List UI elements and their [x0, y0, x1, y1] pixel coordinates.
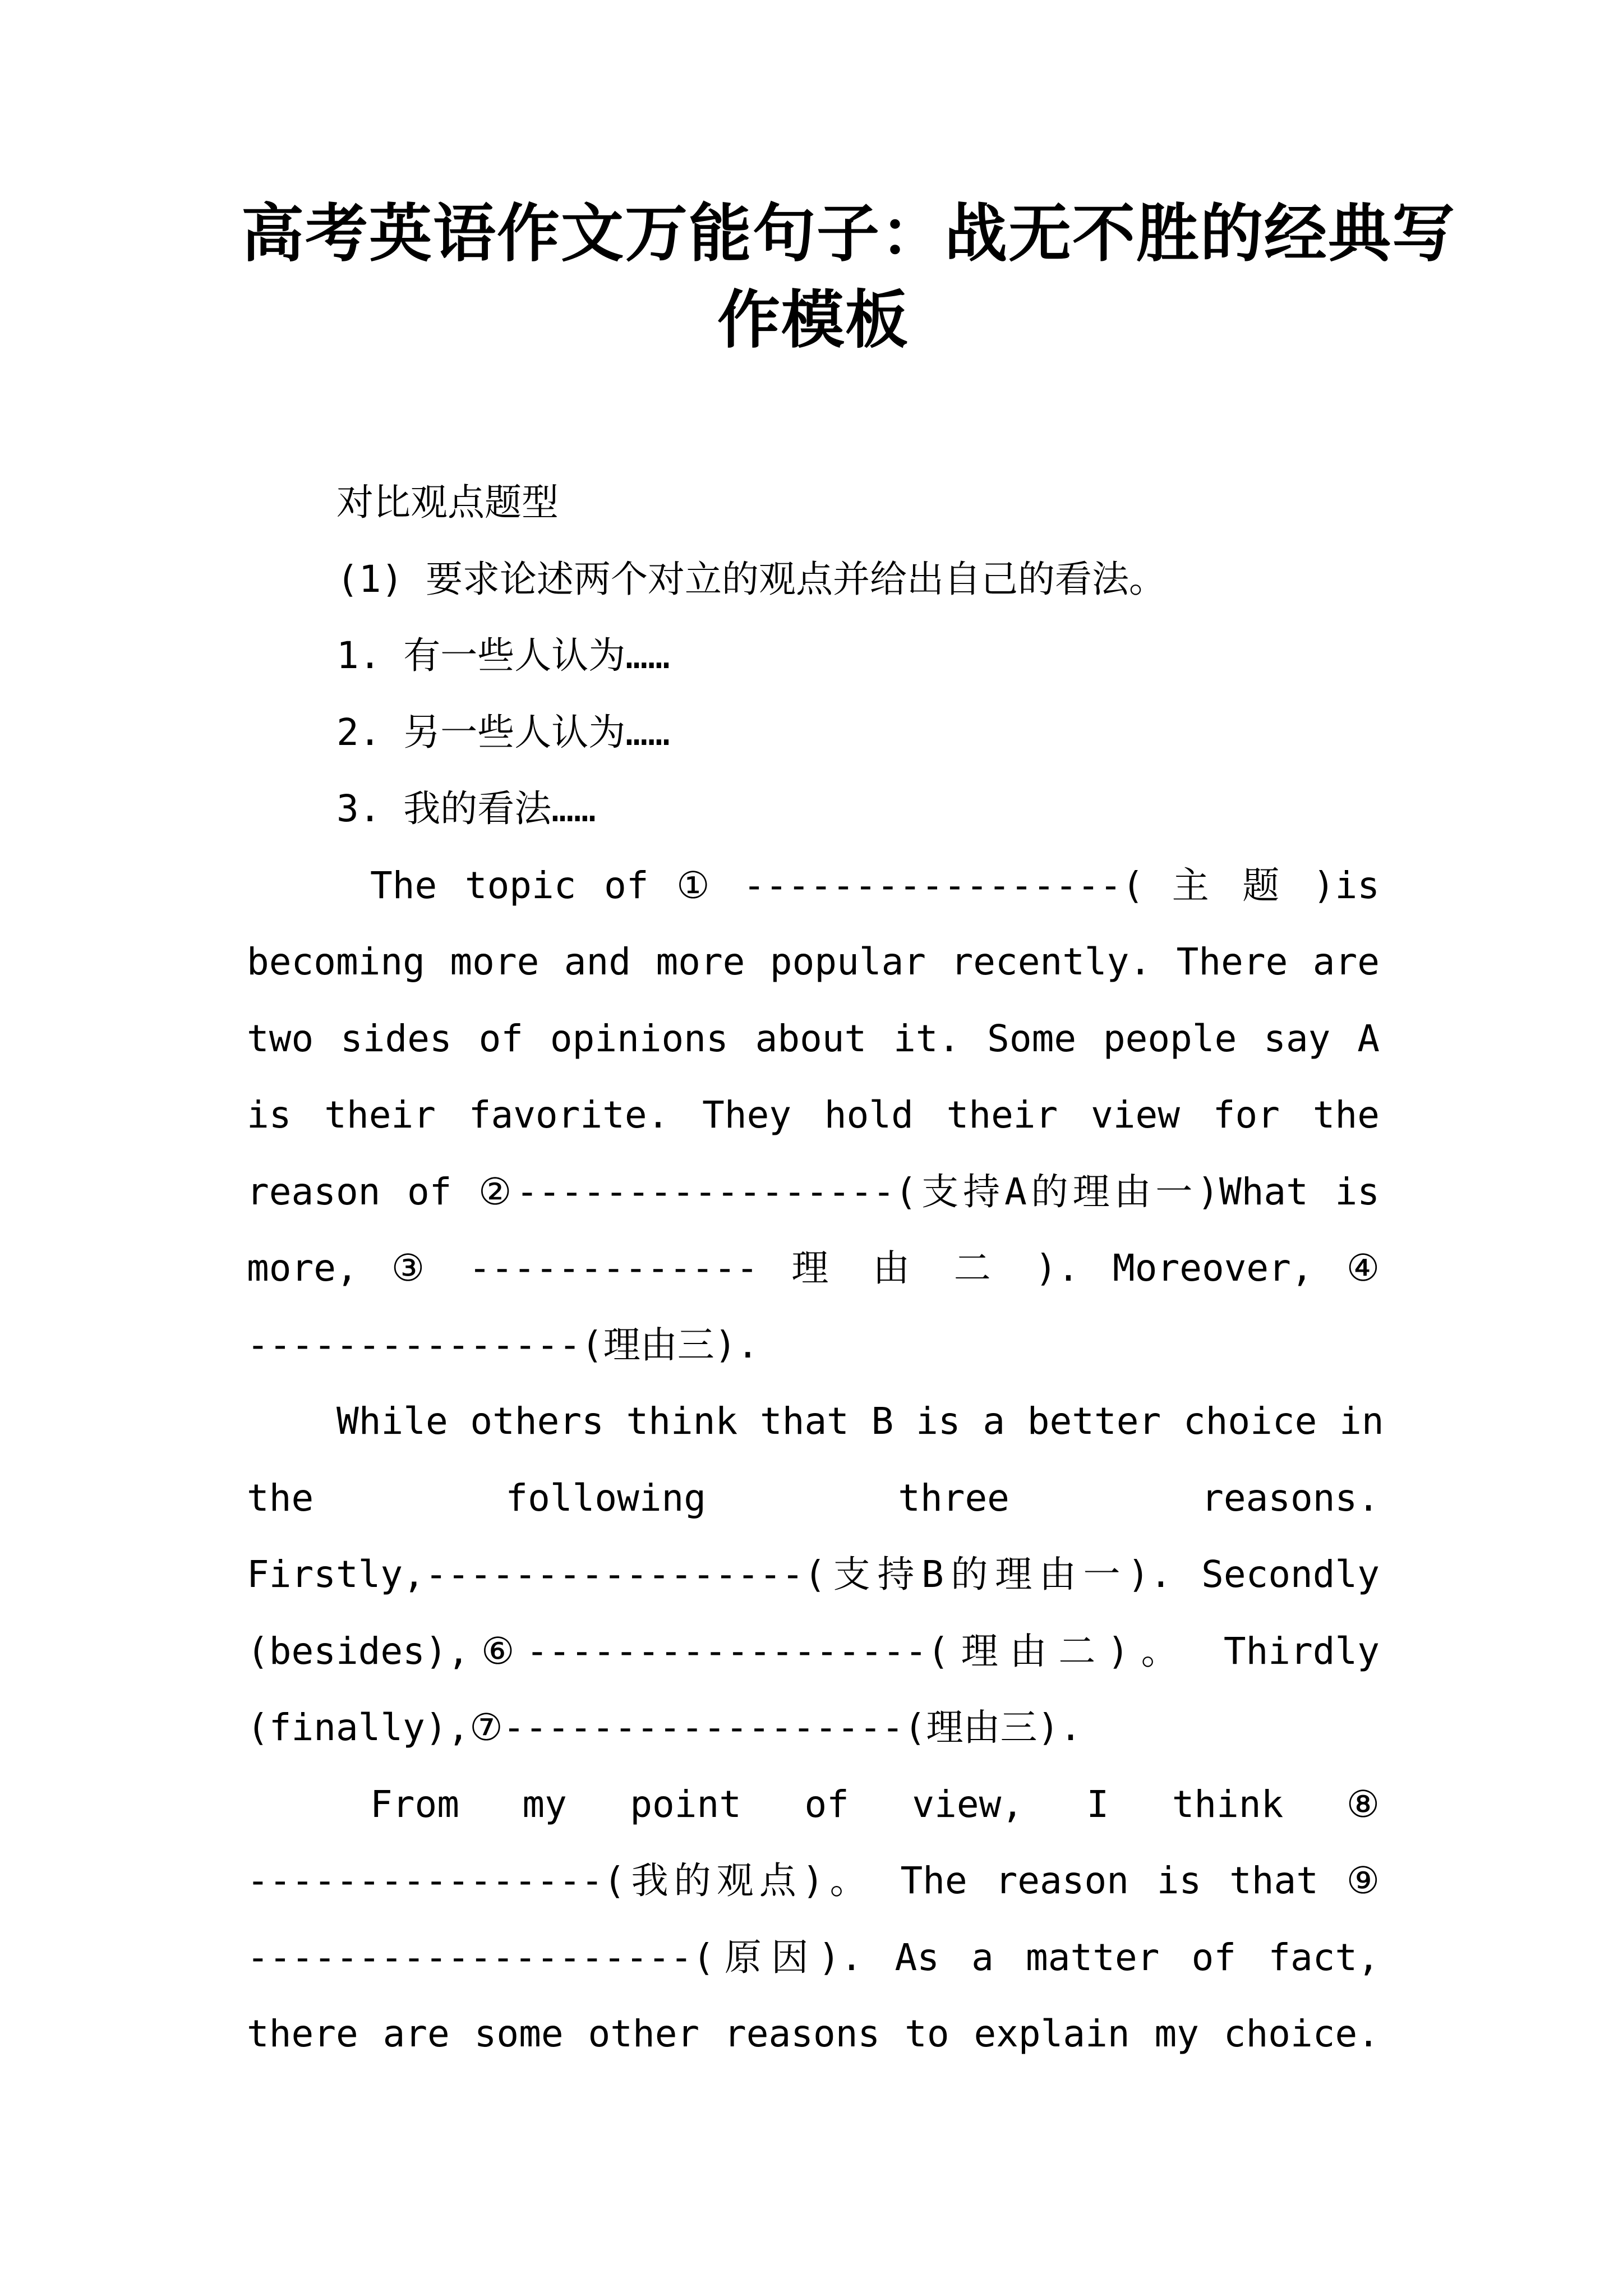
title-line-2: 作模板: [717, 283, 909, 357]
paragraph-2-line-5: (finally),⑦------------------(理由三).: [247, 1706, 1082, 1749]
paragraph-1-line-6: more, ③ ------------- 理 由 二 ). Moreover, ④: [247, 1246, 1380, 1290]
paragraph-3-line-4: there are some other reasons to explain my choice.: [247, 2012, 1380, 2055]
outline-item-2: 2. 另一些人认为……: [336, 710, 670, 754]
section-heading: 对比观点题型: [336, 481, 559, 524]
paragraph-1-line-1: The topic of ① -----------------( 主 题 )is: [370, 863, 1380, 907]
title-line-1: 高考英语作文万能句子：战无不胜的经典写: [241, 197, 1456, 270]
paragraph-2-line-2: the following three reasons.: [247, 1476, 1380, 1520]
document-body: [247, 464, 1384, 2073]
document-title: [241, 191, 1456, 364]
paragraph-1-line-5: reason of ②-----------------(支持A的理由一)What is: [247, 1170, 1380, 1213]
paragraph-3-line-1: From my point of view, I think ⑧: [370, 1782, 1380, 1826]
paragraph-3-line-2: ----------------(我的观点)。 The reason is that ⑨: [247, 1859, 1380, 1902]
paragraph-2-line-3: Firstly,-----------------(支持B的理由一). Secondly: [247, 1553, 1380, 1596]
paragraph-1-line-2: becoming more and more popular recently. There are: [247, 940, 1380, 983]
paragraph-1-line-3: two sides of opinions about it. Some people say A: [247, 1016, 1380, 1060]
paragraph-1-line-4: is their favorite. They hold their view for the: [247, 1093, 1380, 1137]
outline-item-3: 3. 我的看法……: [336, 787, 596, 830]
outline-item-1: 1. 有一些人认为……: [336, 634, 670, 677]
paragraph-2-line-4: (besides),⑥------------------(理由二)。 Thirdly: [247, 1629, 1380, 1673]
paragraph-3-line-3: --------------------(原因). As a matter of fact,: [247, 1935, 1380, 1979]
requirement-line: (1) 要求论述两个对立的观点并给出自己的看法。: [336, 557, 1166, 601]
paragraph-2-line-1: While others think that B is a better choice in: [336, 1400, 1384, 1443]
paragraph-1-line-7: ---------------(理由三).: [247, 1323, 759, 1366]
